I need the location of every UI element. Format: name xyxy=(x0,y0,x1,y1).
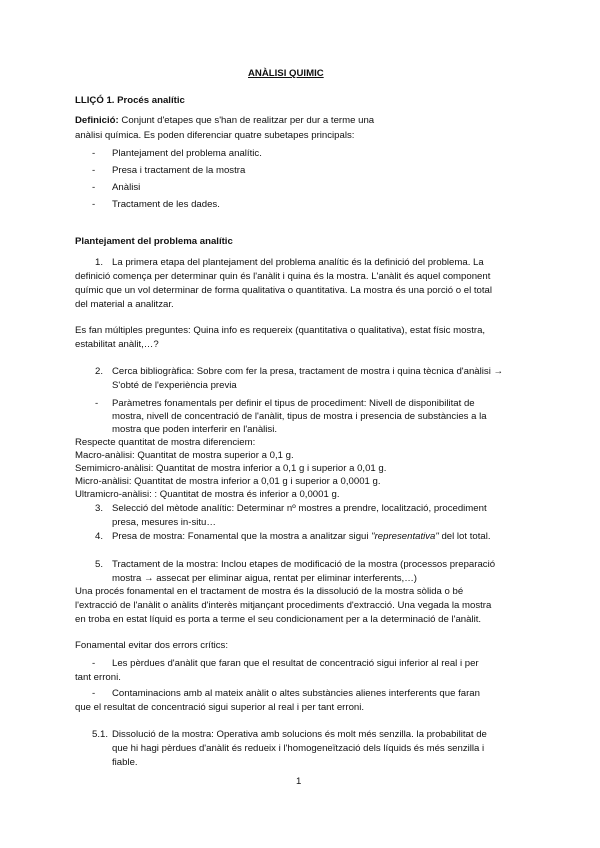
paragraph-line: mostra que poden interferir en l'anàlisi. xyxy=(112,424,278,435)
section-heading: Plantejament del problema analític xyxy=(75,236,233,247)
paragraph-line: presa, mesures in-situ… xyxy=(112,517,216,528)
paragraph-line: Fonamental evitar dos errors crítics: xyxy=(75,640,229,651)
subetapa-item: Tractament de les dades. xyxy=(112,199,220,210)
subetapa-item: Anàlisi xyxy=(112,182,141,193)
paragraph-line: estabilitat anàlit,…? xyxy=(75,339,159,350)
subetapa-item: Presa i tractament de la mostra xyxy=(112,165,246,176)
paragraph-line: Tractament de la mostra: Inclou etapes de modificació de la mostra (processos preparació xyxy=(112,559,496,570)
bullet-dash: - xyxy=(95,398,99,409)
paragraph-line: Selecció del mètode analític: Determinar nº mostres a prendre, localització, procediment xyxy=(112,503,487,514)
bullet-dash: - xyxy=(92,199,96,210)
subetapa-item: Plantejament del problema analític. xyxy=(112,148,262,159)
definition-line-1 xyxy=(75,115,374,127)
paragraph-line: en troba en estat líquid es porta a terme el seu condicionament per a la determinació de l'anàlit. xyxy=(75,614,482,625)
paragraph-line: La primera etapa del plantejament del problema analític és la definició del problema. La xyxy=(112,257,484,268)
item4-text: Presa de mostra: Fonamental que la mostra a analitzar sigui xyxy=(112,531,372,542)
item4-emphasis: "representativa" xyxy=(371,531,439,542)
definition-line-2: anàlisi química. Es poden diferenciar quatre subetapes principals: xyxy=(75,130,355,141)
paragraph-line: Paràmetres fonamentals per definir el tipus de procediment: Nivell de disponibilitat de xyxy=(112,398,475,409)
paragraph-line: Dissolució de la mostra: Operativa amb solucions és molt més senzilla. la probabilitat de xyxy=(112,729,487,740)
bullet-dash: - xyxy=(92,182,96,193)
paragraph-line: definició comença per determinar quin és l'anàlit i quina és la mostra. L'anàlit és aquel component xyxy=(75,271,491,282)
definition-label: Definició: xyxy=(75,115,119,126)
lesson-heading: LLIÇÓ 1. Procés analític xyxy=(75,95,185,106)
paragraph-line: Es fan múltiples preguntes: Quina info es requereix (quantitativa o qualitativa), estat físic mostra, xyxy=(75,325,486,336)
paragraph-line: Cerca bibliogràfica: Sobre com fer la presa, tractament de mostra i quina tècnica d'anàlisi → xyxy=(112,366,504,377)
paragraph-line: Respecte quantitat de mostra diferenciem: xyxy=(75,437,256,448)
paragraph-line: Contaminacions amb al mateix anàlit o altes substàncies alienes interferents que faran xyxy=(112,688,480,699)
paragraph-line: Semimicro-anàlisi: Quantitat de mostra inferior a 0,1 g i superior a 0,01 g. xyxy=(75,463,387,474)
paragraph-line: tant erroni. xyxy=(75,672,121,683)
paragraph-line xyxy=(112,531,491,543)
paragraph-line: S'obté de l'experiència previa xyxy=(112,380,237,391)
paragraph-line: Les pèrdues d'anàlit que faran que el resultat de concentració sigui inferior al real i per xyxy=(112,658,479,669)
bullet-dash: - xyxy=(92,658,96,669)
item-number: 1. xyxy=(95,257,104,268)
paragraph-line: que hi hagi pèrdues d'anàlit és redueix i l'homogeneïtzació dels líquids és més senzilla i xyxy=(112,743,485,754)
bullet-dash: - xyxy=(92,165,96,176)
item-number: 5.1. xyxy=(92,729,109,740)
item-number: 4. xyxy=(95,531,104,542)
paragraph-line: que el resultat de concentració sigui superior al real i per tant erroni. xyxy=(75,702,365,713)
bullet-dash: - xyxy=(92,148,96,159)
paragraph-line: Ultramicro-anàlisi: : Quantitat de mostra és inferior a 0,0001 g. xyxy=(75,489,340,500)
bullet-dash: - xyxy=(92,688,96,699)
paragraph-line: químic que un vol determinar de forma qualitativa o quantitativa. La mostra és una porció o el total xyxy=(75,285,493,296)
item4-text-end: del lot total. xyxy=(438,531,491,542)
definition-text-1: Conjunt d'etapes que s'han de realitzar per dur a terme una xyxy=(118,115,375,126)
item-number: 2. xyxy=(95,366,104,377)
paragraph-line: Micro-anàlisi: Quantitat de mostra inferior a 0,01 g i superior a 0,0001 g. xyxy=(75,476,381,487)
item-number: 5. xyxy=(95,559,104,570)
item-number: 3. xyxy=(95,503,104,514)
paragraph-line: Una procés fonamental en el tractament de mostra és la dissolució de la mostra sòlida o bé xyxy=(75,586,464,597)
page-number: 1 xyxy=(296,776,302,787)
paragraph-line: mostra → assecat per eliminar aigua, rentat per eliminar interferents,…) xyxy=(112,573,417,584)
paragraph-line: Macro-anàlisi: Quantitat de mostra superior a 0,1 g. xyxy=(75,450,294,461)
paragraph-line: del material a analitzar. xyxy=(75,299,174,310)
paragraph-line: mostra, nivell de concentració de l'anàlit, tipus de mostra i presencia de substàncies a la xyxy=(112,411,487,422)
paragraph-line: l'extracció de l'anàlit o anàlits d'interès mitjançant procediments d'extracció. Una vegada la mostra xyxy=(75,600,492,611)
page-title: ANÀLISI QUIMIC xyxy=(248,68,324,79)
paragraph-line: fiable. xyxy=(112,757,138,768)
